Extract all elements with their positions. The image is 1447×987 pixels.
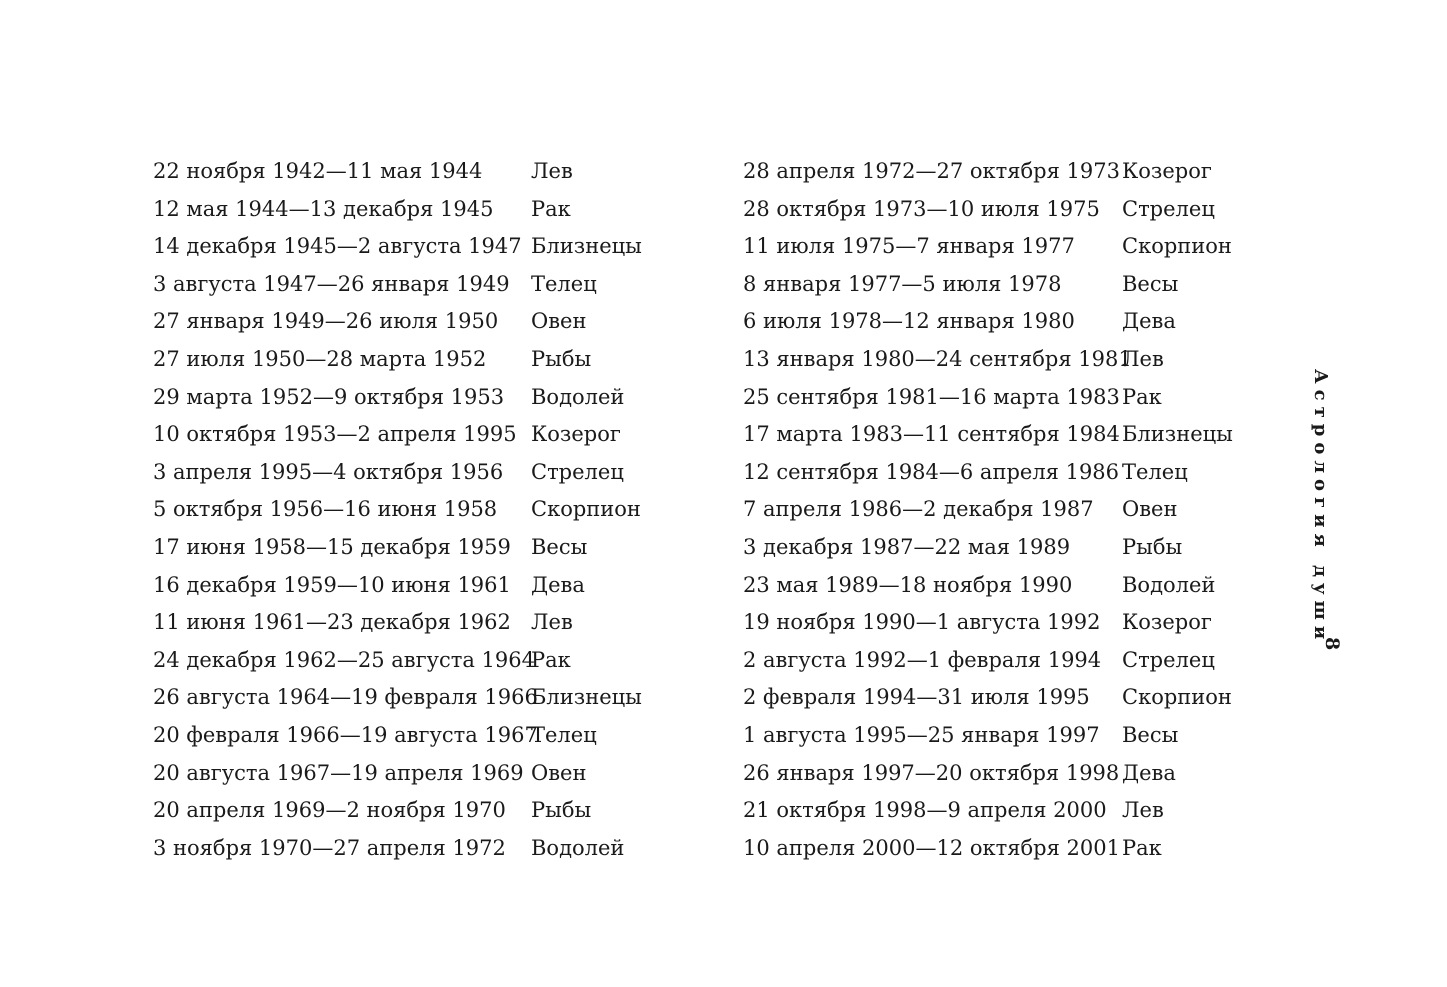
date-range: 29 марта 1952—9 октября 1953 (153, 384, 505, 409)
table-row (153, 303, 642, 341)
table-row (153, 454, 642, 492)
date-range: 28 октября 1973—10 июля 1975 (743, 196, 1100, 221)
zodiac-sign: Весы (1122, 271, 1179, 296)
date-range: 12 сентября 1984—6 апреля 1986 (743, 459, 1120, 484)
date-range: 16 декабря 1959—10 июня 1961 (153, 572, 511, 597)
table-row (153, 717, 642, 755)
date-range: 17 марта 1983—11 сентября 1984 (743, 422, 1120, 447)
zodiac-sign: Весы (531, 534, 588, 559)
date-range: 22 ноября 1942—11 мая 1944 (153, 159, 483, 183)
zodiac-sign: Рыбы (531, 346, 592, 371)
table-column-left (153, 153, 642, 867)
zodiac-sign: Козерог (531, 422, 621, 447)
date-range: 23 мая 1989—18 ноября 1990 (743, 572, 1073, 597)
table-row (743, 717, 1233, 755)
date-range: 2 августа 1992—1 февраля 1994 (743, 647, 1102, 672)
table-row (153, 191, 642, 229)
date-range: 14 декабря 1945—2 августа 1947 (153, 234, 522, 259)
table-row (153, 153, 642, 191)
zodiac-sign: Водолей (1122, 572, 1216, 597)
table-row (743, 341, 1233, 379)
zodiac-sign: Стрелец (1122, 196, 1215, 221)
table-row (153, 604, 642, 642)
date-range: 24 декабря 1962—25 августа 1964 (153, 647, 535, 672)
date-range: 21 октября 1998—9 апреля 2000 (743, 798, 1107, 823)
date-range: 10 апреля 2000—12 октября 2001 (743, 835, 1120, 860)
zodiac-sign: Рак (1122, 835, 1162, 860)
zodiac-sign: Скорпион (1122, 234, 1232, 259)
date-range: 3 августа 1947—26 января 1949 (153, 271, 510, 296)
table-row (153, 379, 642, 417)
date-range: 3 декабря 1987—22 мая 1989 (743, 534, 1071, 559)
date-range: 3 апреля 1995—4 октября 1956 (153, 459, 504, 484)
table-row (153, 228, 642, 266)
zodiac-sign: Дева (1122, 760, 1176, 785)
date-range: 28 апреля 1972—27 октября 1973 (743, 159, 1120, 183)
table-row (153, 830, 642, 868)
zodiac-sign: Дева (1122, 309, 1176, 334)
zodiac-sign: Телец (531, 271, 597, 296)
table-row (153, 679, 642, 717)
date-range: 11 июня 1961—23 декабря 1962 (153, 610, 511, 635)
table-row (153, 792, 642, 830)
zodiac-sign: Рак (1122, 384, 1162, 409)
zodiac-sign: Скорпион (531, 497, 641, 522)
table-row (743, 153, 1233, 191)
table-row (743, 642, 1233, 680)
zodiac-sign: Близнецы (531, 234, 642, 259)
date-range: 19 ноября 1990—1 августа 1992 (743, 610, 1101, 635)
table-row (743, 191, 1233, 229)
table-row (153, 567, 642, 605)
table-row (743, 228, 1233, 266)
table-row (153, 529, 642, 567)
table-row (153, 416, 642, 454)
zodiac-sign: Близнецы (1122, 422, 1233, 447)
date-range: 7 апреля 1986—2 декабря 1987 (743, 497, 1094, 522)
table-row (743, 604, 1233, 642)
zodiac-sign: Козерог (1122, 610, 1212, 635)
table-row (743, 266, 1233, 304)
table-row (743, 491, 1233, 529)
table-column-right (743, 153, 1233, 867)
zodiac-sign: Дева (531, 572, 585, 597)
zodiac-sign: Весы (1122, 722, 1179, 747)
zodiac-sign: Овен (1122, 497, 1178, 522)
zodiac-sign: Водолей (531, 835, 625, 860)
table-row (153, 266, 642, 304)
date-range: 12 мая 1944—13 декабря 1945 (153, 196, 494, 221)
table-row (743, 755, 1233, 793)
date-range: 2 февраля 1994—31 июля 1995 (743, 685, 1090, 710)
date-range: 5 октября 1956—16 июня 1958 (153, 497, 498, 522)
zodiac-sign: Телец (531, 722, 597, 747)
table-row (743, 792, 1233, 830)
date-range: 20 апреля 1969—2 ноября 1970 (153, 798, 506, 823)
table-row (743, 830, 1233, 868)
zodiac-sign: Скорпион (1122, 685, 1232, 710)
table-row (153, 642, 642, 680)
table-row (743, 303, 1233, 341)
zodiac-sign: Козерог (1122, 159, 1212, 183)
zodiac-sign: Стрелец (1122, 647, 1215, 672)
date-range: 17 июня 1958—15 декабря 1959 (153, 534, 511, 559)
zodiac-sign: Водолей (531, 384, 625, 409)
zodiac-sign: Овен (531, 309, 587, 334)
zodiac-sign: Лев (531, 610, 573, 635)
date-range: 1 августа 1995—25 января 1997 (743, 722, 1100, 747)
zodiac-sign: Стрелец (531, 459, 624, 484)
date-range: 27 января 1949—26 июля 1950 (153, 309, 499, 334)
date-range: 6 июля 1978—12 января 1980 (743, 309, 1075, 334)
date-range: 10 октября 1953—2 апреля 1995 (153, 422, 517, 447)
table-row (153, 755, 642, 793)
date-range: 20 февраля 1966—19 августа 1967 (153, 722, 538, 747)
date-range: 11 июля 1975—7 января 1977 (743, 234, 1075, 259)
table-row (153, 341, 642, 379)
zodiac-sign: Рыбы (1122, 534, 1183, 559)
zodiac-sign: Лев (531, 159, 573, 183)
date-range: 27 июля 1950—28 марта 1952 (153, 346, 487, 371)
zodiac-sign: Рыбы (531, 798, 592, 823)
date-range: 26 января 1997—20 октября 1998 (743, 760, 1120, 785)
date-range: 25 сентября 1981—16 марта 1983 (743, 384, 1120, 409)
date-range: 20 августа 1967—19 апреля 1969 (153, 760, 524, 785)
date-range: 26 августа 1964—19 февраля 1966 (153, 685, 538, 710)
table-row (743, 379, 1233, 417)
table-row (153, 491, 642, 529)
zodiac-sign: Близнецы (531, 685, 642, 710)
zodiac-sign: Телец (1122, 459, 1188, 484)
running-header: Астрология души (1310, 369, 1331, 646)
date-range: 3 ноября 1970—27 апреля 1972 (153, 835, 506, 860)
date-range: 8 января 1977—5 июля 1978 (743, 271, 1062, 296)
table-row (743, 416, 1233, 454)
date-range: 13 января 1980—24 сентября 1981 (743, 346, 1132, 371)
zodiac-sign: Лев (1122, 798, 1164, 823)
zodiac-sign: Овен (531, 760, 587, 785)
table-row (743, 567, 1233, 605)
zodiac-sign: Лев (1122, 346, 1164, 371)
table-row (743, 529, 1233, 567)
table-row (743, 679, 1233, 717)
zodiac-sign: Рак (531, 196, 571, 221)
table-row (743, 454, 1233, 492)
zodiac-sign: Рак (531, 647, 571, 672)
page-number: 8 (1321, 637, 1343, 651)
